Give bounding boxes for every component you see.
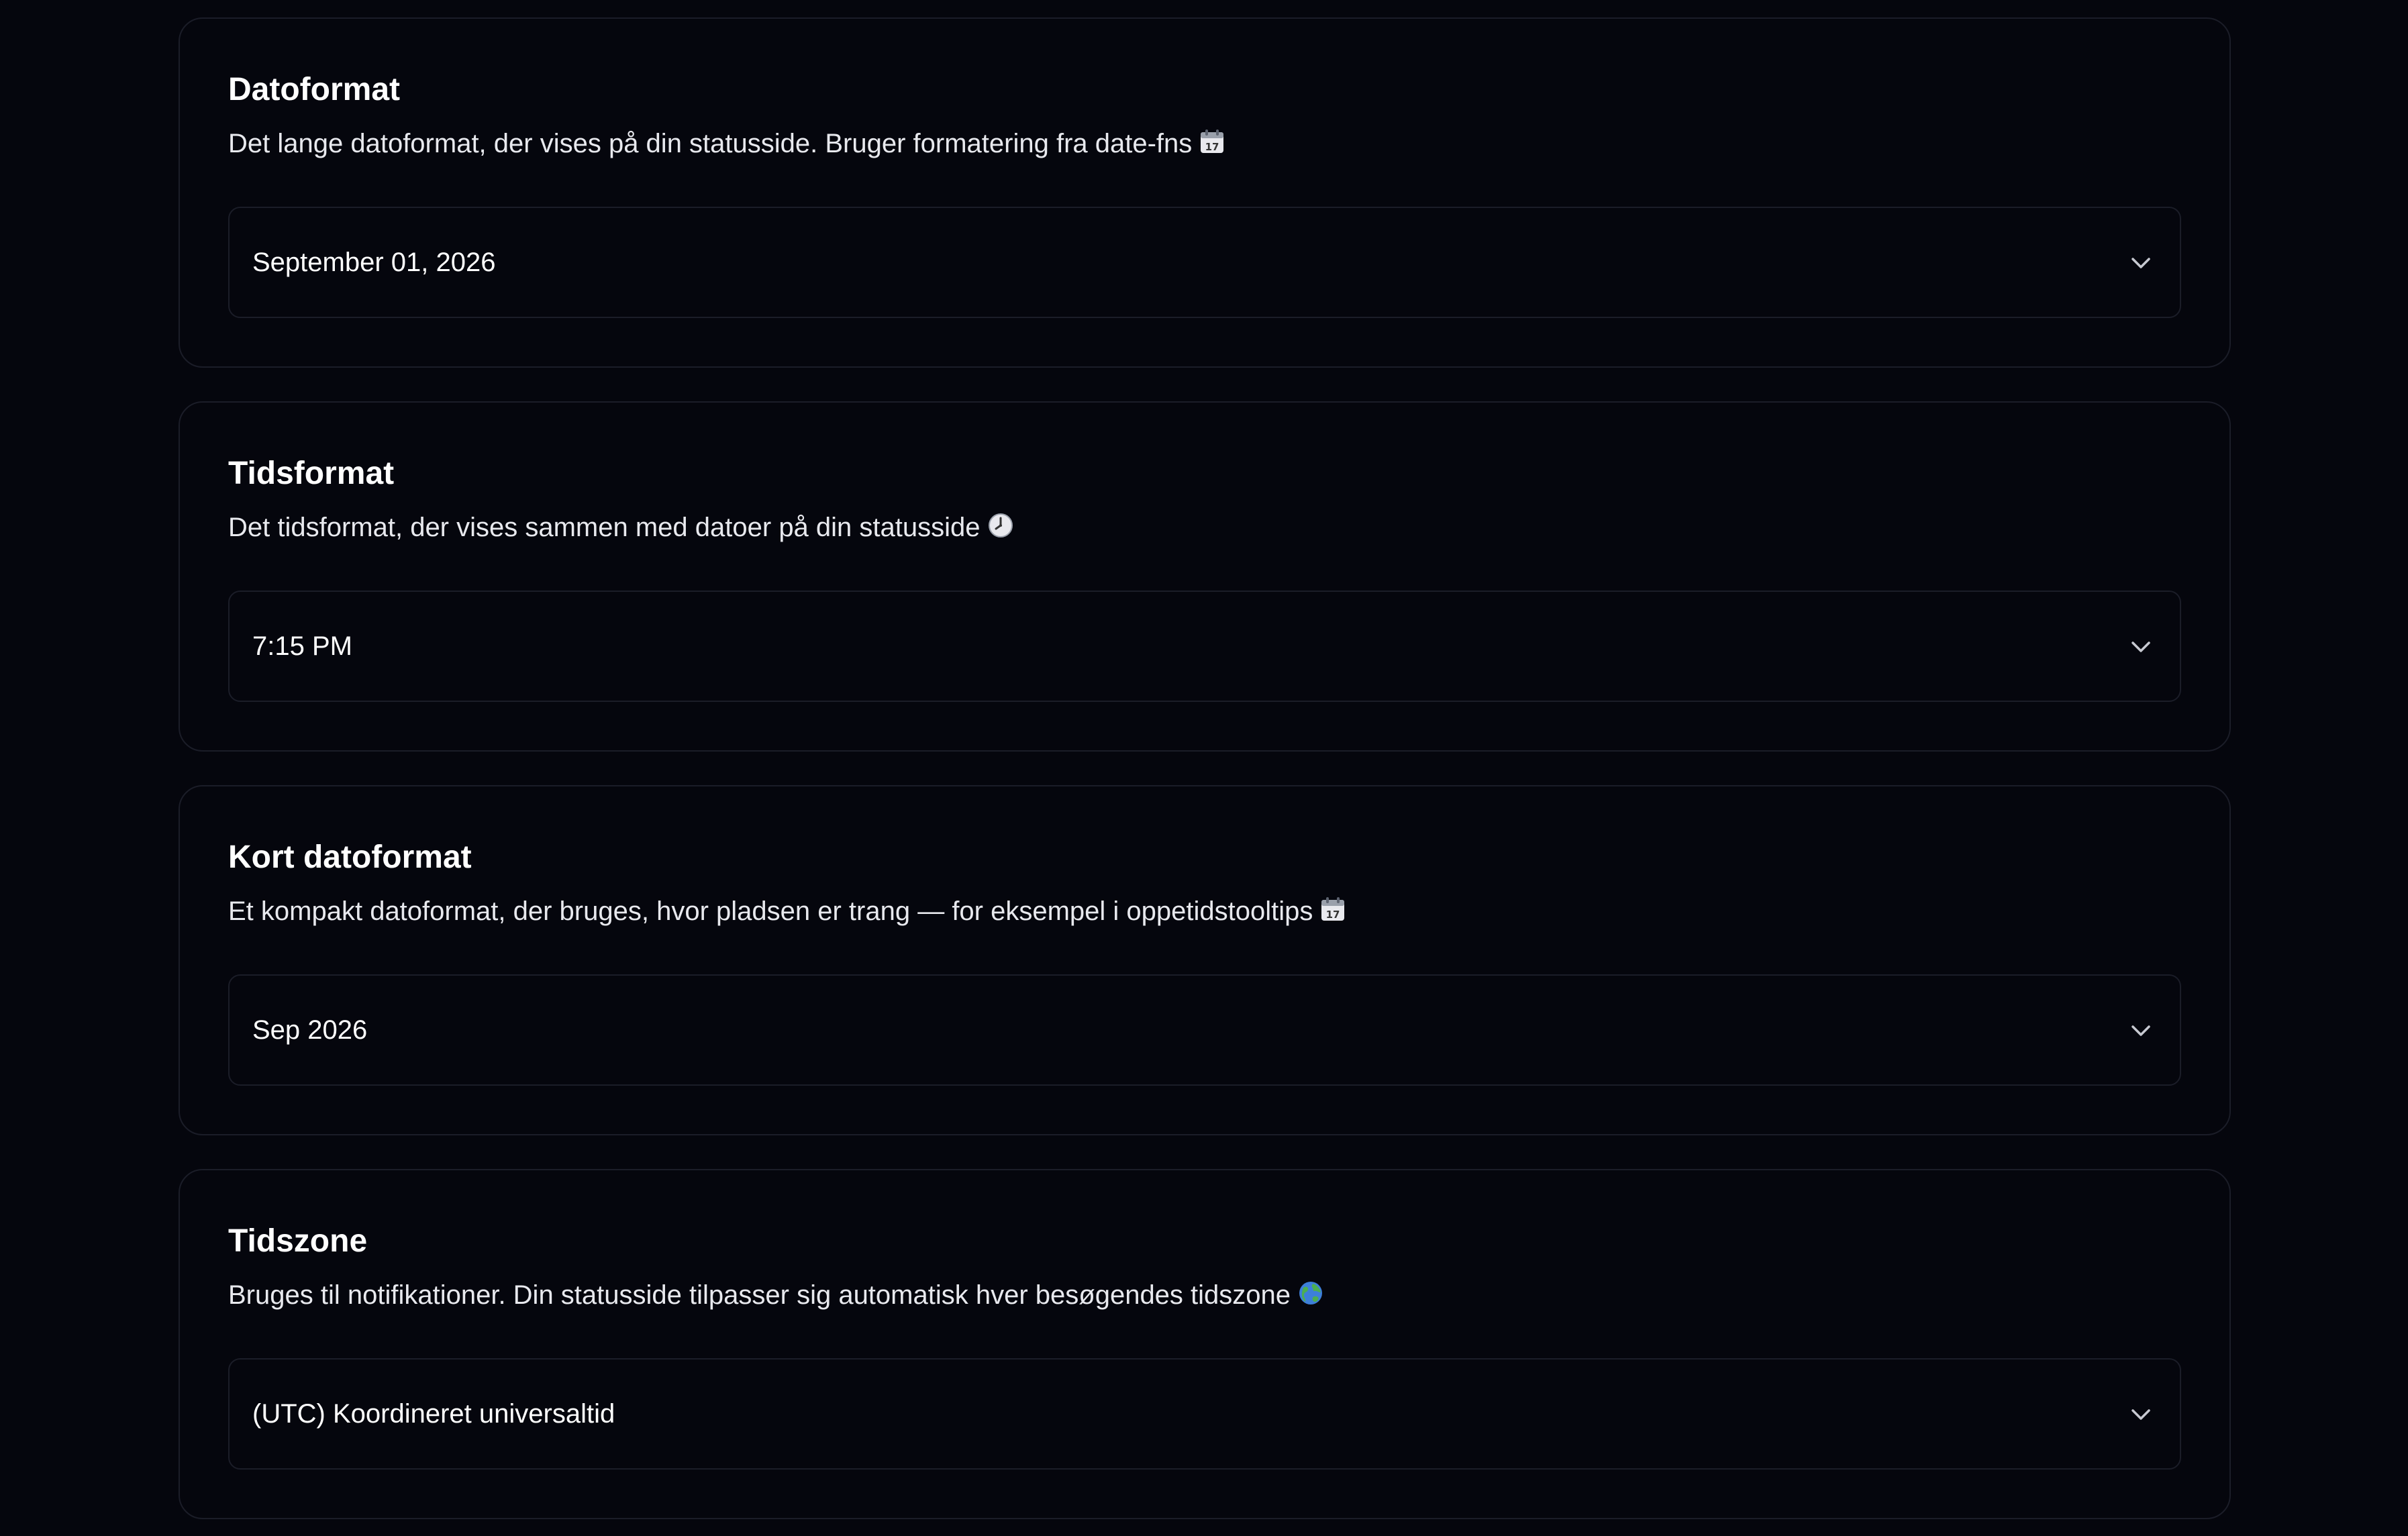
globe-icon <box>1297 1280 1324 1315</box>
date-format-card <box>179 17 2231 368</box>
date-format-description <box>228 126 1225 164</box>
svg-text:17: 17 <box>1205 141 1219 153</box>
timezone-description-text: Bruges til notifikationer. Din statusside tilpasser sig automatisk hver besøgendes tidszone <box>228 1280 1291 1310</box>
time-format-description-text: Det tidsformat, der vises sammen med datoer på din statusside <box>228 513 981 542</box>
chevron-down-icon <box>2127 1401 2154 1428</box>
date-format-select[interactable] <box>228 207 2181 318</box>
time-format-card <box>179 401 2231 752</box>
date-format-description-text: Det lange datoformat, der vises på din statusside. Bruger formatering fra date-fns <box>228 129 1193 158</box>
time-format-title: Tidsformat <box>228 456 395 491</box>
short-date-format-title: Kort datoformat <box>228 839 472 875</box>
svg-text:17: 17 <box>1325 909 1340 921</box>
timezone-description <box>228 1278 1324 1315</box>
time-format-description <box>228 510 1014 548</box>
timezone-selected-value: (UTC) Koordineret universaltid <box>252 1399 615 1429</box>
short-date-format-description-text: Et kompakt datoformat, der bruges, hvor pladsen er trang — for eksempel i oppetidstooltips <box>228 897 1313 926</box>
timezone-title: Tidszone <box>228 1223 368 1259</box>
calendar-icon <box>1319 896 1346 931</box>
short-date-format-card <box>179 785 2231 1135</box>
timezone-select[interactable] <box>228 1358 2181 1470</box>
chevron-down-icon <box>2127 633 2154 660</box>
chevron-down-icon <box>2127 250 2154 276</box>
short-date-format-select[interactable] <box>228 974 2181 1086</box>
date-format-selected-value: September 01, 2026 <box>252 248 496 277</box>
short-date-format-description <box>228 894 1346 931</box>
calendar-icon <box>1199 128 1225 164</box>
time-format-selected-value: 7:15 PM <box>252 631 352 661</box>
chevron-down-icon <box>2127 1017 2154 1044</box>
date-format-title: Datoformat <box>228 72 401 107</box>
clock-icon <box>987 512 1014 548</box>
timezone-card <box>179 1169 2231 1519</box>
short-date-format-selected-value: Sep 2026 <box>252 1015 368 1045</box>
time-format-select[interactable] <box>228 591 2181 702</box>
